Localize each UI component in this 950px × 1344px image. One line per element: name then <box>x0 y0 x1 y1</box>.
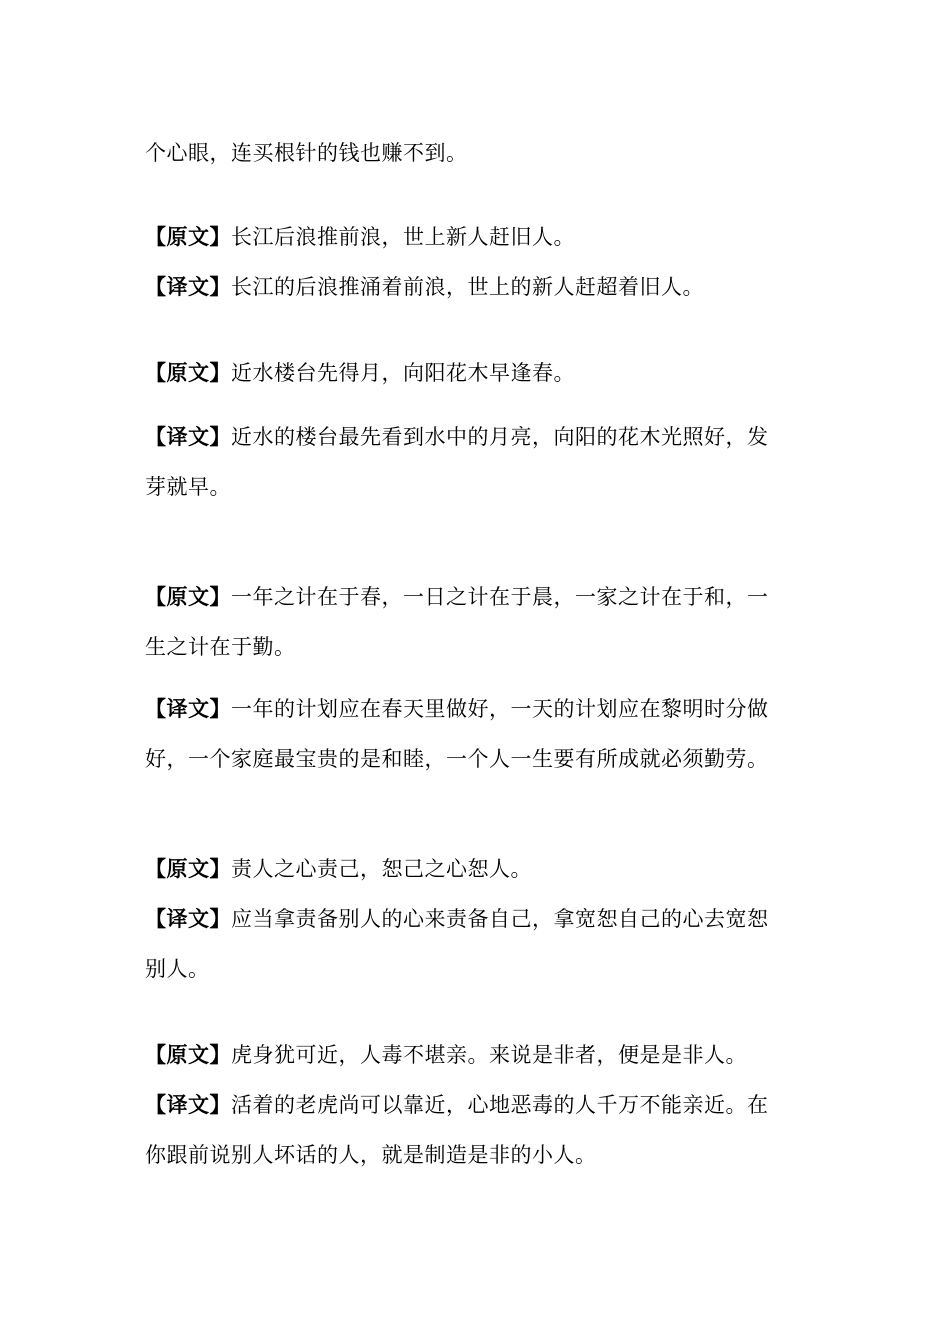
text-line: 好，一个家庭最宝贵的是和睦，一个人一生要有所成就必须勤劳。 <box>145 747 769 771</box>
original-tag: 【原文】 <box>145 360 231 385</box>
original-tag: 【原文】 <box>145 1042 231 1067</box>
translation-text-line: 【译文】一年的计划应在春天里做好，一天的计划应在黎明时分做 <box>145 696 769 721</box>
text-line: 你跟前说别人坏话的人，就是制造是非的小人。 <box>145 1143 597 1167</box>
original-text-line: 【原文】长江后浪推前浪，世上新人赶旧人。 <box>145 224 575 249</box>
translation-text-line: 【译文】应当拿责备别人的心来责备自己，拿宽恕自己的心去宽恕 <box>145 906 769 931</box>
translation-text-line: 【译文】近水的楼台最先看到水中的月亮，向阳的花木光照好，发 <box>145 424 769 449</box>
original-tag: 【原文】 <box>145 224 231 249</box>
translation-tag: 【译文】 <box>145 696 231 721</box>
translation-tag: 【译文】 <box>145 906 231 931</box>
original-text-line: 【原文】近水楼台先得月，向阳花木早逢春。 <box>145 360 575 385</box>
translation-text-line: 【译文】活着的老虎尚可以靠近，心地恶毒的人千万不能亲近。在 <box>145 1092 769 1117</box>
text-line: 别人。 <box>145 957 210 981</box>
original-text-line: 【原文】虎身犹可近，人毒不堪亲。来说是非者，便是是非人。 <box>145 1042 747 1067</box>
text-line: 个心眼，连买根针的钱也赚不到。 <box>145 141 468 165</box>
original-text-line: 【原文】责人之心责己，恕己之心恕人。 <box>145 856 532 881</box>
translation-text-line: 【译文】长江的后浪推涌着前浪，世上的新人赶超着旧人。 <box>145 274 704 299</box>
original-text-line: 【原文】一年之计在于春，一日之计在于晨，一家之计在于和，一 <box>145 584 769 609</box>
text-line: 生之计在于勤。 <box>145 635 296 659</box>
original-tag: 【原文】 <box>145 856 231 881</box>
translation-tag: 【译文】 <box>145 1092 231 1117</box>
translation-tag: 【译文】 <box>145 424 231 449</box>
translation-tag: 【译文】 <box>145 274 231 299</box>
original-tag: 【原文】 <box>145 584 231 609</box>
text-line: 芽就早。 <box>145 475 231 499</box>
